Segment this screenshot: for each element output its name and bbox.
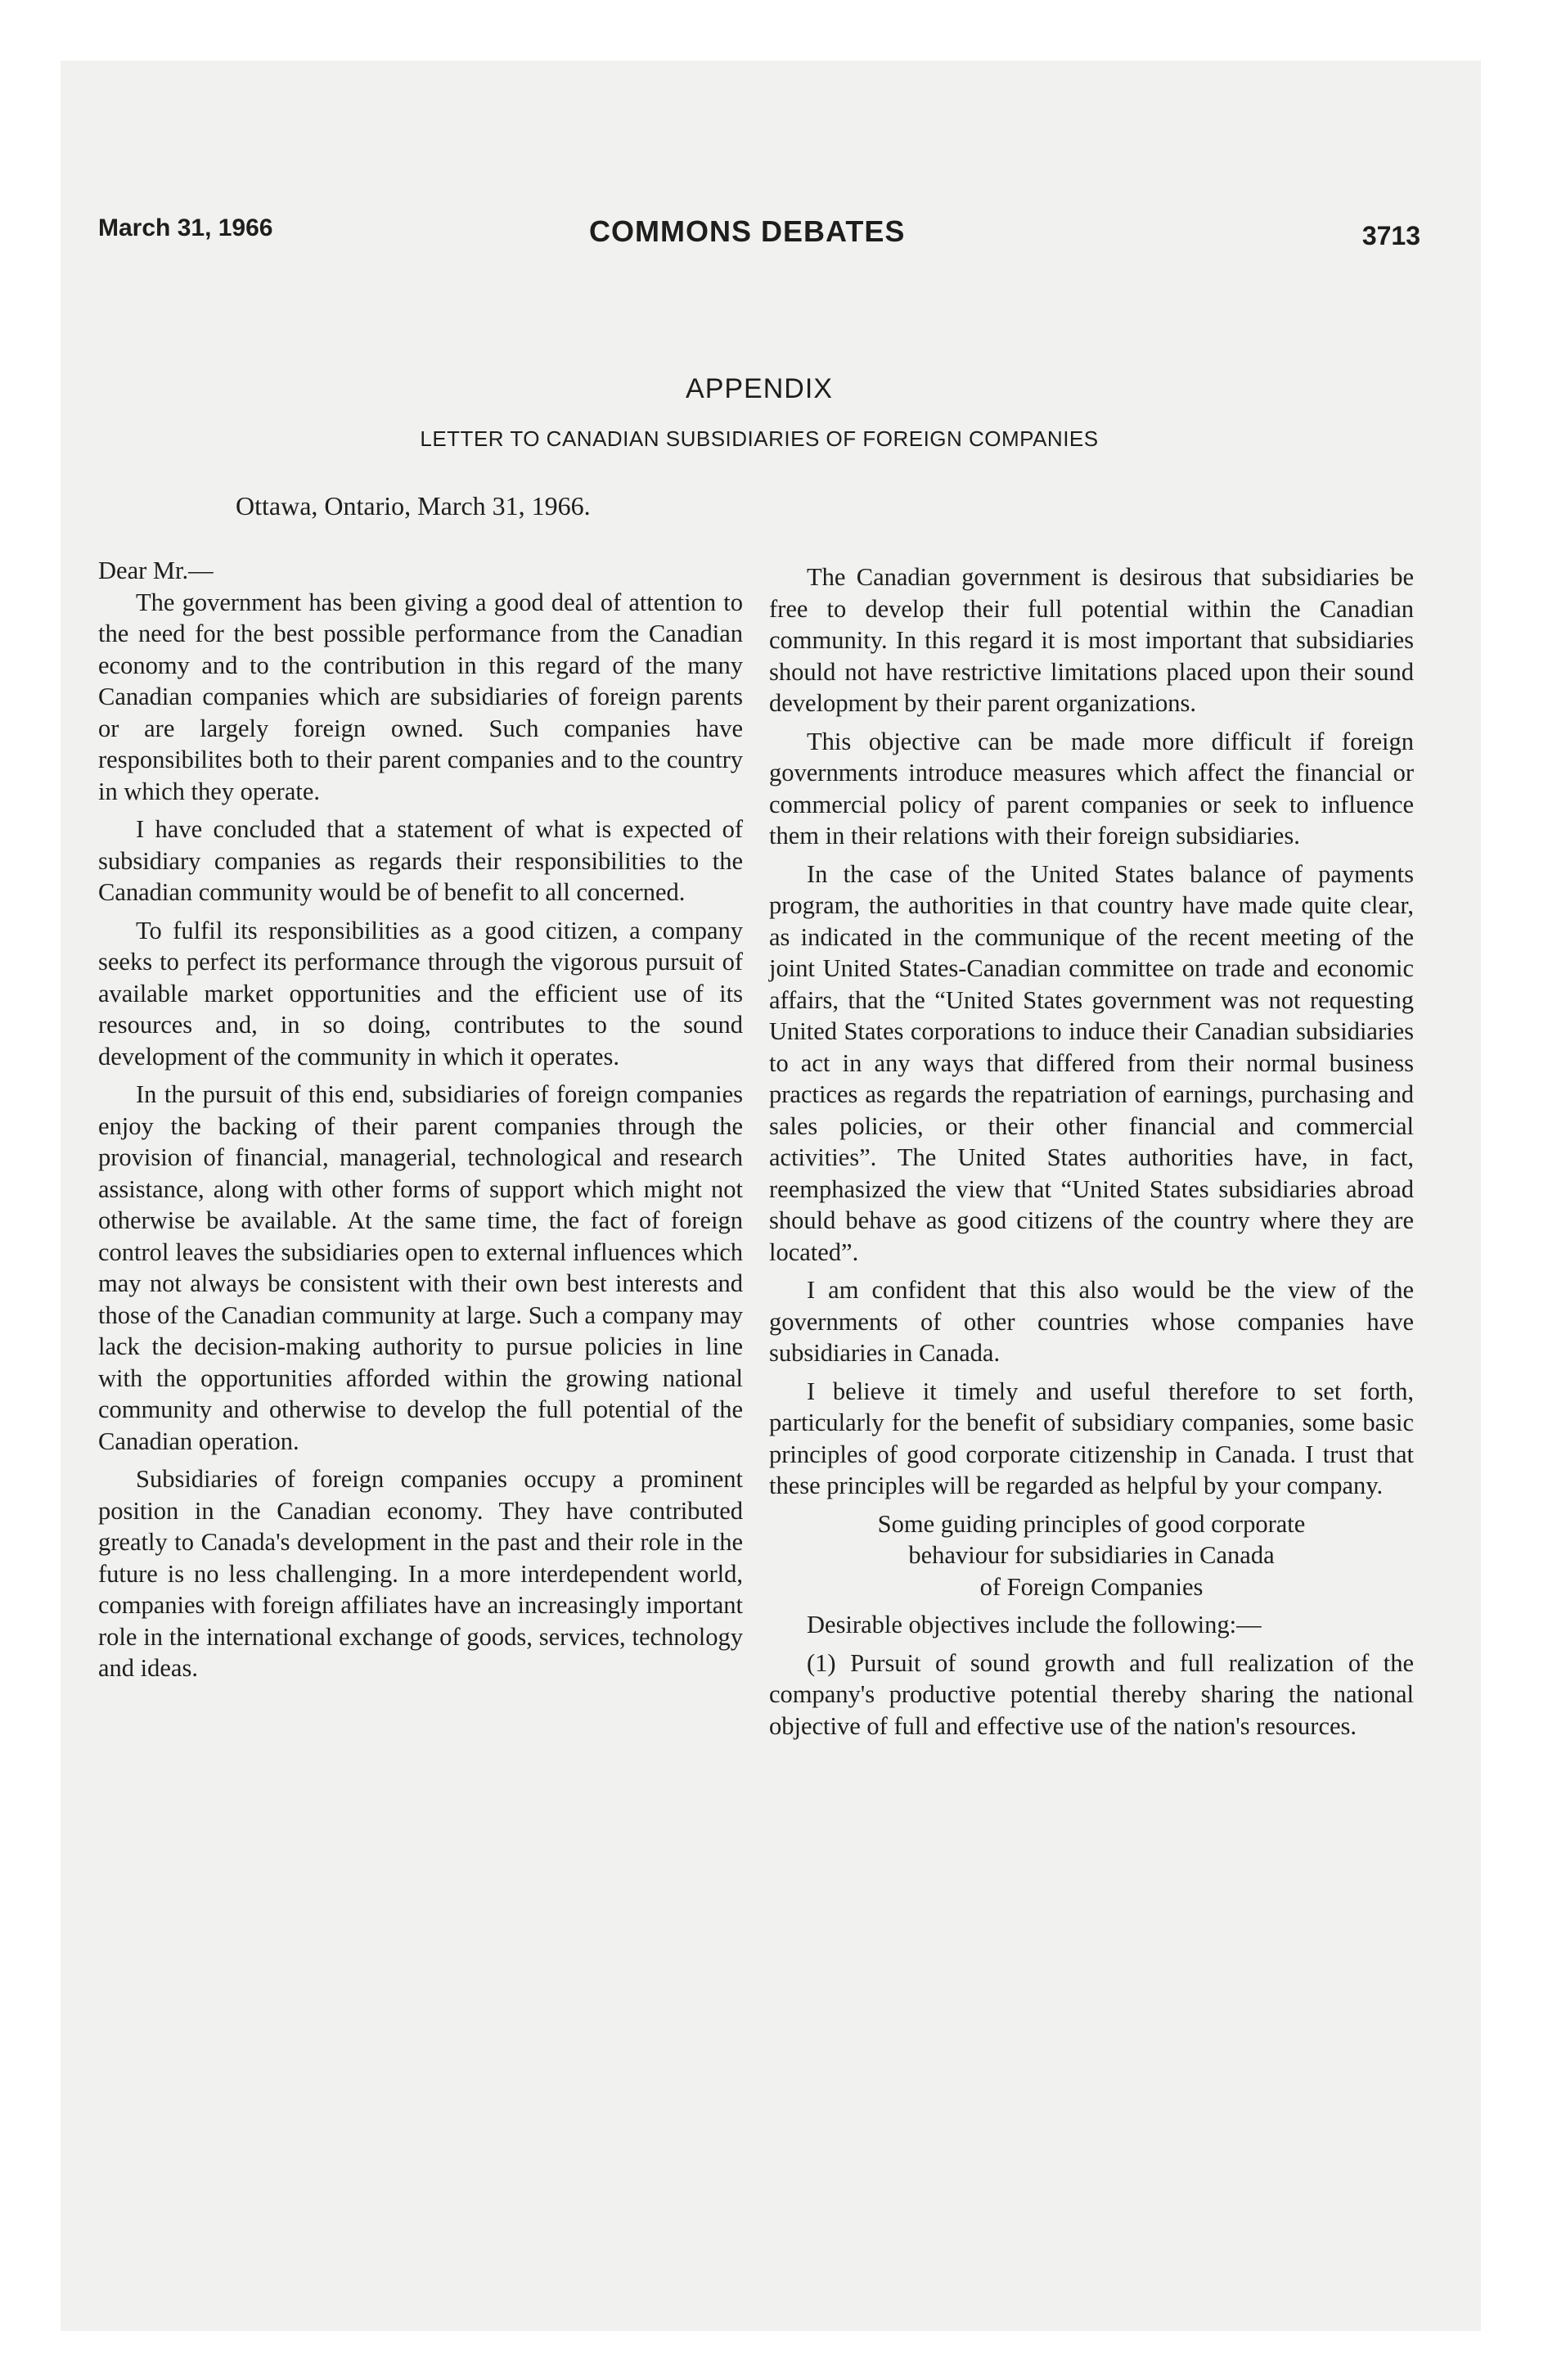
paragraph: I have concluded that a statement of what is expected of subsidiary companies as regards their responsibilities to the Canadian community would be of benefit to all concerned. <box>98 815 743 906</box>
page-header <box>98 214 1420 264</box>
paragraph: This objective can be made more difficult if foreign governments introduce measures which affect the financial or commercial policy of parent companies or seek to influence them in their relations with their foreign subsidiaries. <box>769 727 1414 850</box>
appendix-heading: APPENDIX <box>686 373 833 404</box>
principles-heading-line: of Foreign Companies <box>979 1572 1204 1601</box>
paragraph: I believe it timely and useful therefore to set forth, particularly for the benefit of subsidiary companies, some basic principles of good corporate citizenship in Canada. I trust that these principles will be regarded as helpful by your company. <box>769 1377 1414 1499</box>
right-column <box>769 561 1414 1748</box>
objectives-intro: Desirable objectives include the following:— <box>807 1611 1262 1639</box>
principles-heading-line: Some guiding principles of good corporate <box>877 1509 1306 1538</box>
appendix-title-block <box>98 373 1420 452</box>
left-column <box>98 555 743 1691</box>
paragraph: In the case of the United States balance of payments program, the authorities in that country have made quite clear, as indicated in the communique of the recent meeting of the joint United States-Canadian committee on trade and economic affairs, that the “United States government was not requesting United States corporations to induce their Canadian subsidiaries to act in any ways that differed from their normal business practices as regards the repatriation of earnings, purchasing and sales policies, or their other financial and commercial activities”. The United States authorities have, in fact, reemphasized the view that “United States subsidiaries abroad should behave as good citizens of the country where they are located”. <box>769 859 1414 1266</box>
principles-heading <box>769 1508 1414 1603</box>
paragraph: To fulfil its responsibilities as a good citizen, a company seeks to perfect its performance through the vigorous pursuit of available market opportunities and the efficient use of its resources and, in so doing, contributes to the sound development of the community in which it operates. <box>98 916 743 1071</box>
header-journal-title: COMMONS DEBATES <box>589 214 906 248</box>
salutation: Dear Mr.— <box>98 557 214 584</box>
paragraph: Subsidiaries of foreign companies occupy a prominent position in the Canadian economy. They have contributed greatly to Canada's development in the past and their role in the future is no less challenging. In a more interdependent world, companies with foreign affiliates have an increasingly important role in the international exchange of goods, services, technology and ideas. <box>98 1465 743 1682</box>
principles-heading-line: behaviour for subsidiaries in Canada <box>908 1541 1275 1569</box>
paragraph: In the pursuit of this end, subsidiaries of foreign companies enjoy the backing of their parent companies through the provision of financial, managerial, technological and research assistance, along with other forms of support which might not otherwise be available. At the same time, the fact of foreign control leaves the subsidiaries open to external influences which may not always be consistent with their own best interests and those of the Canadian community at large. Such a company may lack the decision-making authority to pursue policies in line with the opportunities afforded within the growing national community and otherwise to develop the full potential of the Canadian operation. <box>98 1080 743 1455</box>
letter-dateline: Ottawa, Ontario, March 31, 1966. <box>236 491 591 521</box>
header-date: March 31, 1966 <box>98 214 273 241</box>
letter-subtitle: LETTER TO CANADIAN SUBSIDIARIES OF FOREIGN COMPANIES <box>420 426 1099 451</box>
paragraph: I am confident that this also would be the view of the governments of other countries whose companies have subsidiaries in Canada. <box>769 1276 1414 1367</box>
paragraph: The government has been giving a good deal of attention to the need for the best possible performance from the Canadian economy and to the contribution in this regard of the many Canadian companies which are subsidiaries of foreign parents or are largely foreign owned. Such companies have responsibilites both to their parent companies and to the country in which they operate. <box>98 588 743 805</box>
header-page-number: 3713 <box>1361 221 1420 250</box>
objective-item: (1) Pursuit of sound growth and full realization of the company's productive potential thereby sharing the national objective of full and effective use of the nation's resources. <box>769 1648 1414 1740</box>
paragraph: The Canadian government is desirous that subsidiaries be free to develop their full potential within the Canadian community. In this regard it is most important that subsidiaries should not have restrictive limitations placed upon their sound development by their parent organizations. <box>769 563 1414 717</box>
